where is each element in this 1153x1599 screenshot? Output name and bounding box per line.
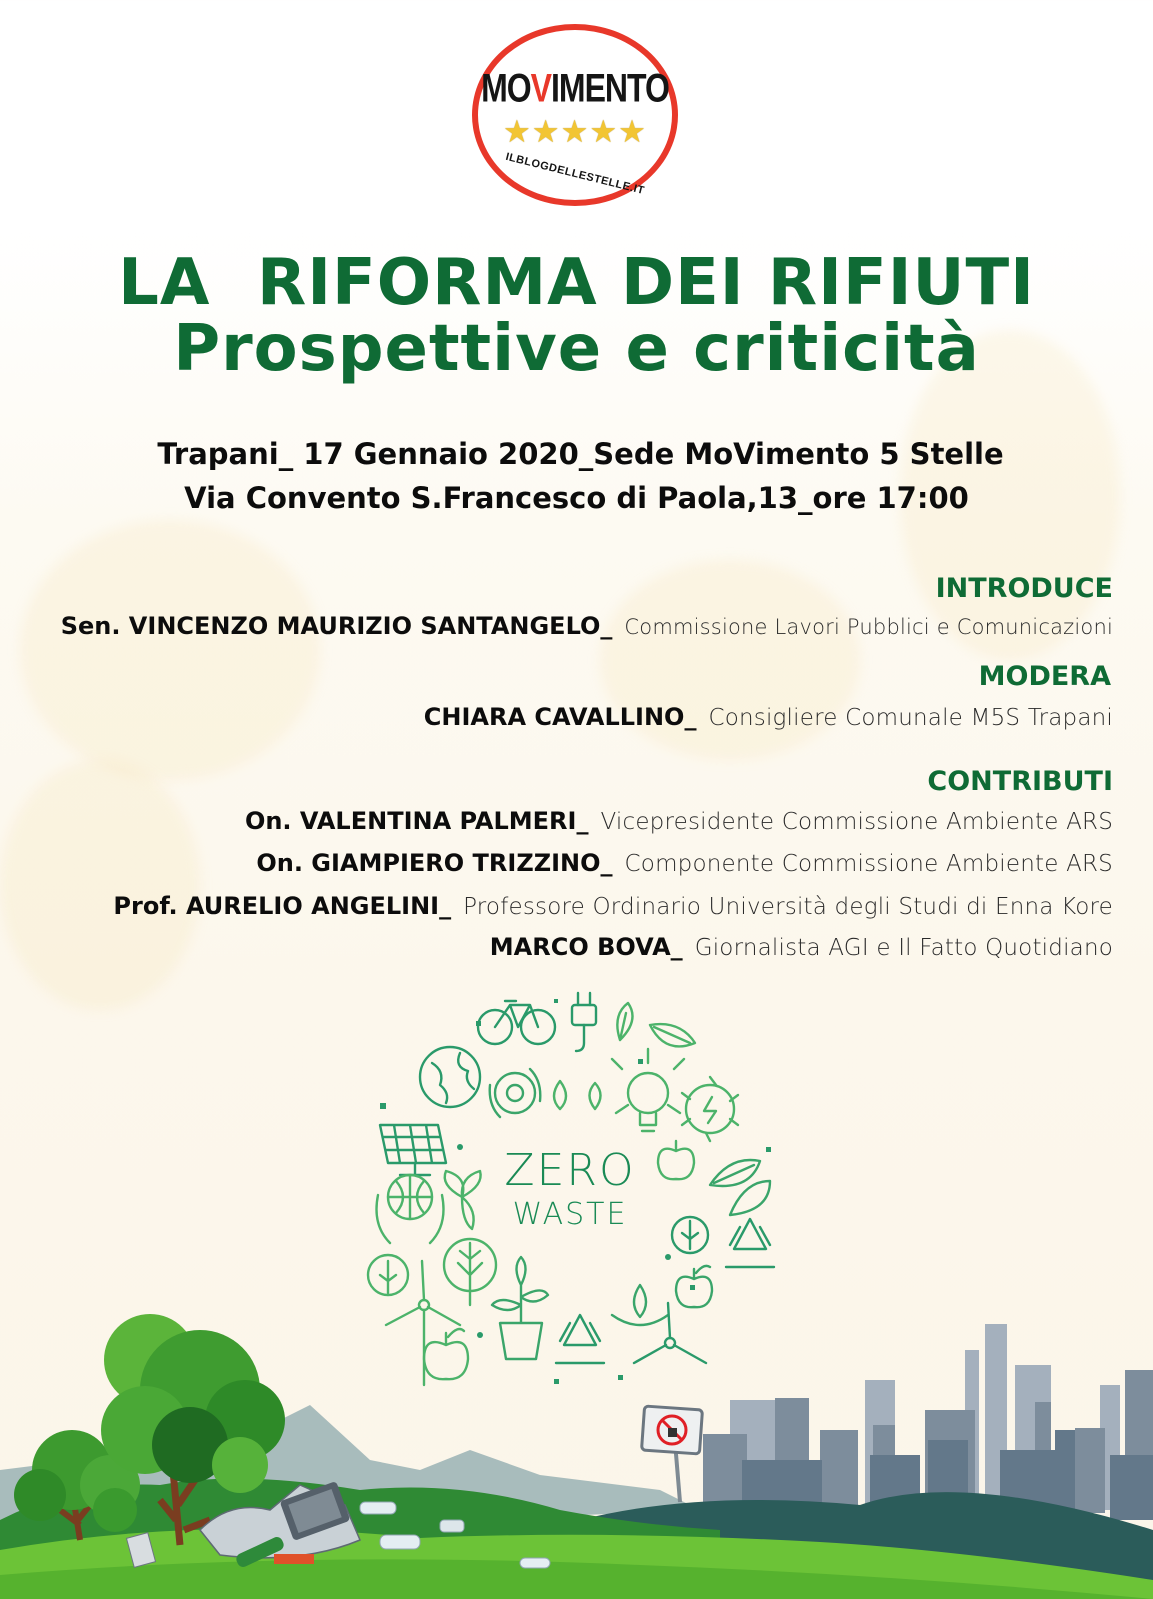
- page-subtitle: Prospettive e criticità: [173, 312, 980, 386]
- speaker-row: [245, 807, 1113, 835]
- speaker-name: On. VALENTINA PALMERI_: [244, 807, 589, 835]
- section-heading-modera: MODERA: [978, 661, 1111, 692]
- speaker-name: MARCO BOVA_: [489, 933, 683, 961]
- speaker-role: Componente Commissione Ambiente ARS: [624, 851, 1113, 877]
- speaker-role: Commissione Lavori Pubblici e Comunicazioni: [624, 615, 1113, 639]
- landscape-scene-icon: [0, 1280, 1153, 1599]
- event-date-location: Trapani_ 17 Gennaio 2020_Sede MoVimento 5 Stelle: [157, 437, 1004, 471]
- page-title: LA RIFORMA DEI RIFIUTI: [118, 246, 1035, 320]
- logo-wordmark: MOVIMENTO: [481, 65, 669, 111]
- zero-waste-label: WASTE: [512, 1197, 628, 1232]
- speaker-name: CHIARA CAVALLINO_: [423, 703, 697, 731]
- speaker-row: [61, 612, 1113, 640]
- speaker-role: Giornalista AGI e Il Fatto Quotidiano: [694, 935, 1113, 961]
- background-splash: [20, 520, 320, 780]
- speaker-row: [256, 849, 1113, 877]
- speaker-role: Vicepresidente Commissione Ambiente ARS: [600, 809, 1113, 835]
- speaker-role: Professore Ordinario Università degli Studi di Enna Kore: [463, 894, 1113, 920]
- movimento-logo: [472, 24, 678, 206]
- no-littering-sign-icon: [642, 1406, 703, 1502]
- speaker-name: Prof. AURELIO ANGELINI_: [113, 892, 452, 920]
- speaker-row: [424, 703, 1113, 731]
- speaker-name: On. GIAMPIERO TRIZZINO_: [256, 849, 613, 877]
- event-address-time: Via Convento S.Francesco di Paola,13_ore 17:00: [184, 481, 969, 515]
- section-heading-introduce: INTRODUCE: [935, 573, 1113, 604]
- background-splash: [0, 760, 200, 1010]
- speaker-row: [113, 892, 1113, 920]
- speaker-row: [490, 933, 1113, 961]
- speaker-name: Sen. VINCENZO MAURIZIO SANTANGELO_: [60, 612, 613, 640]
- zero-waste-label: ZERO: [504, 1145, 636, 1196]
- section-heading-contributi: CONTRIBUTI: [927, 766, 1113, 797]
- landscape-illustration: [0, 1280, 1153, 1599]
- five-stars-icon: ★★★★★: [503, 114, 647, 150]
- logo-url-text: ILBLOGDELLESTELLE.IT: [504, 150, 646, 198]
- speaker-role: Consigliere Comunale M5S Trapani: [708, 705, 1113, 731]
